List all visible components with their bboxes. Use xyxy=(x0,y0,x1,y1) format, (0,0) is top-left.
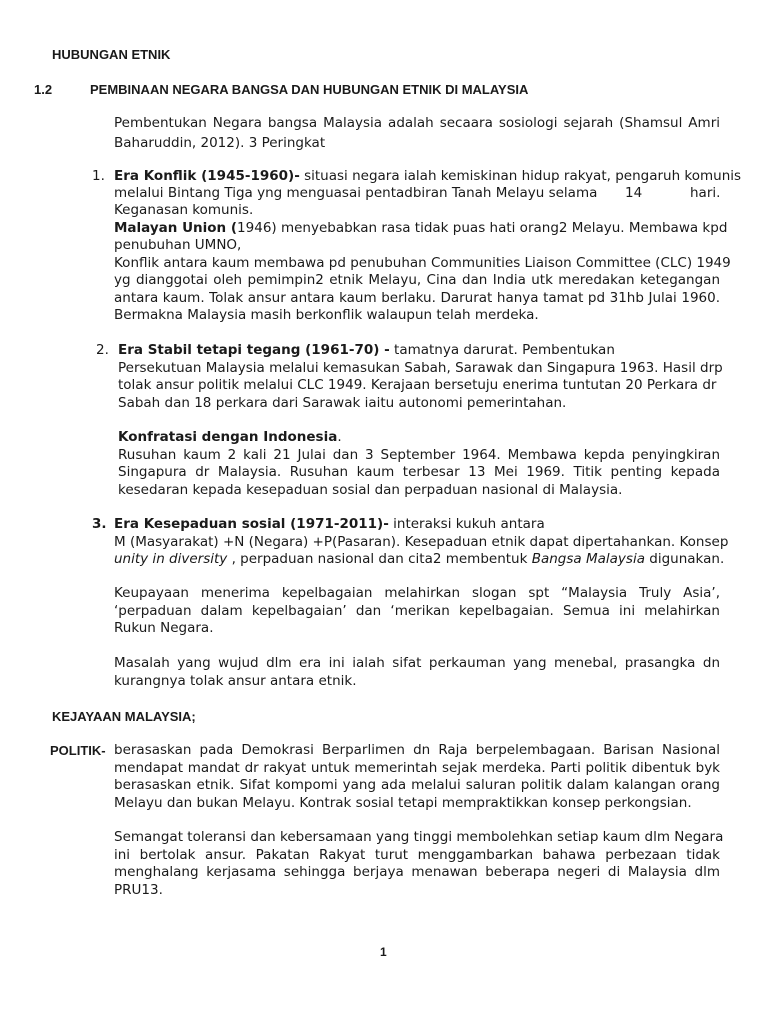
era2-konf-line: Singapura dr Malaysia. Rusuhan kaum terbesar 13 Mei 1969. Titik penting kepada xyxy=(118,464,720,480)
era3-para3-line: kurangnya tolak ansur antara etnik. xyxy=(114,673,357,689)
politik-line: Melayu dan bukan Melayu. Kontrak sosial tetapi mempraktikkan konsep perkongsian. xyxy=(114,795,692,811)
era1-heading xyxy=(114,168,741,185)
era1-line: melalui Bintang Tiga yng menguasai pentadbiran Tanah Melayu selama xyxy=(114,185,598,201)
era1-line: penubuhan UMNO, xyxy=(114,237,242,253)
era1-line: yg dianggotai oleh pemimpin2 etnik Melayu, Cina dan India utk meredakan ketegangan xyxy=(114,272,720,288)
politik-line: Semangat toleransi dan kebersamaan yang tinggi membolehkan setiap kaum dlm Negara xyxy=(114,829,724,845)
intro-line: Baharuddin, 2012). 3 Peringkat xyxy=(114,135,326,151)
era1-line: Konflik antara kaum membawa pd penubuhan Communities Liaison Committee (CLC) 1949 xyxy=(114,255,731,271)
era2-konf-line: Rusuhan kaum 2 kali 21 Julai dan 3 September 1964. Membawa kepda penyingkiran xyxy=(118,447,720,463)
konfrontasi-dot: . xyxy=(337,429,342,445)
malayan-union-label: Malayan Union ( xyxy=(114,220,238,236)
section-title: PEMBINAAN NEGARA BANGSA DAN HUBUNGAN ETNIK DI MALAYSIA xyxy=(90,82,529,97)
era3-line xyxy=(114,551,724,568)
era2-heading xyxy=(118,342,615,359)
list-number: 3. xyxy=(92,516,107,532)
era3-desc: interaksi kukuh antara xyxy=(388,516,545,532)
era2-line: Sabah dan 18 perkara dari Sarawak iaitu autonomi pemerintahan. xyxy=(118,395,567,411)
era2-desc: tamatnya darurat. Pembentukan xyxy=(389,342,615,358)
era1-line: Keganasan komunis. xyxy=(114,202,254,218)
era3-para2-line: Keupayaan menerima kepelbagaian melahirkan slogan spt “Malaysia Truly Asia’, xyxy=(114,585,720,601)
era1-line: Bermakna Malaysia masih berkonflik walaupun telah merdeka. xyxy=(114,307,539,323)
konfrontasi-title: Konfratasi dengan Indonesia xyxy=(118,429,338,445)
era1-desc: situasi negara ialah kemiskinan hidup rakyat, pengaruh komunis xyxy=(299,168,742,184)
era3-para3-line: Masalah yang wujud dlm era ini ialah sifat perkauman yang menebal, prasangka dn xyxy=(114,655,720,671)
list-number: 2. xyxy=(96,342,109,358)
era3-text: digunakan. xyxy=(644,551,725,567)
era3-title: Era Kesepaduan sosial (1971-2011)- xyxy=(114,516,389,532)
politik-line: berasaskan etnik. Sifat kompomi yang ada melalui saluran politik dalam kalangan orang xyxy=(114,777,720,793)
politik-line: berasaskan pada Demokrasi Berparlimen dn Raja berpelembagaan. Barisan Nasional xyxy=(114,742,720,758)
section-number: 1.2 xyxy=(34,82,53,97)
era1-malayan-union xyxy=(114,220,728,237)
malayan-union-text: 1946) menyebabkan rasa tidak puas hati orang2 Melayu. Membawa kpd xyxy=(237,220,728,236)
italic-term: unity in diversity xyxy=(114,551,228,567)
era1-line: antara kaum. Tolak ansur antara kaum berlaku. Darurat hanya tamat pd 31hb Julai 1960. xyxy=(114,290,720,306)
era1-title: Era Konflik (1945-1960)- xyxy=(114,168,300,184)
era3-heading xyxy=(114,516,545,533)
politik-line: menghalang kerjasama sehingga berjaya menawan beberapa negeri di Malaysia dlm xyxy=(114,864,720,880)
page-number: 1 xyxy=(380,945,387,959)
era2-title: Era Stabil tetapi tegang (1961-70) - xyxy=(118,342,390,358)
era2-line: tolak ansur politik melalui CLC 1949. Kerajaan bersetuju enerima tuntutan 20 Perkara dr xyxy=(118,377,717,393)
intro-line: Pembentukan Negara bangsa Malaysia adalah secaara sosiologi sejarah (Shamsul Amri xyxy=(114,115,720,131)
era3-para2-line: ‘perpaduan dalam kepelbagaian’ dan ‘merikan kepelbagaian. Semua ini melahirkan xyxy=(114,603,720,619)
era3-line: M (Masyarakat) +N (Negara) +P(Pasaran). Kesepaduan etnik dapat dipertahankan. Konsep xyxy=(114,534,729,550)
politik-line: ini bertolak ansur. Pakatan Rakyat turut menggambarkan bahawa perbezaan tidak xyxy=(114,847,720,863)
politik-label: POLITIK- xyxy=(50,743,106,758)
politik-line: PRU13. xyxy=(114,882,163,898)
era2-konf-line: kesedaran kepada kesepaduan sosial dan perpaduan nasional di Malaysia. xyxy=(118,482,623,498)
era2-line: Persekutuan Malaysia melalui kemasukan Sabah, Sarawak dan Singapura 1963. Hasil drp xyxy=(118,360,723,376)
konfrontasi-heading xyxy=(118,429,342,446)
era1-line: 14 xyxy=(625,185,643,201)
document-header: HUBUNGAN ETNIK xyxy=(52,47,171,62)
list-number: 1. xyxy=(92,168,105,184)
era1-line: hari. xyxy=(690,185,721,201)
italic-term: Bangsa Malaysia xyxy=(531,551,645,567)
era3-para2-line: Rukun Negara. xyxy=(114,620,214,636)
politik-line: mendapat mandat dr rakyat untuk memerintah sejak merdeka. Parti politik dibentuk byk xyxy=(114,760,720,776)
era3-text: , perpaduan nasional dan cita2 membentuk xyxy=(227,551,532,567)
kejayaan-heading: KEJAYAAN MALAYSIA; xyxy=(52,709,196,724)
